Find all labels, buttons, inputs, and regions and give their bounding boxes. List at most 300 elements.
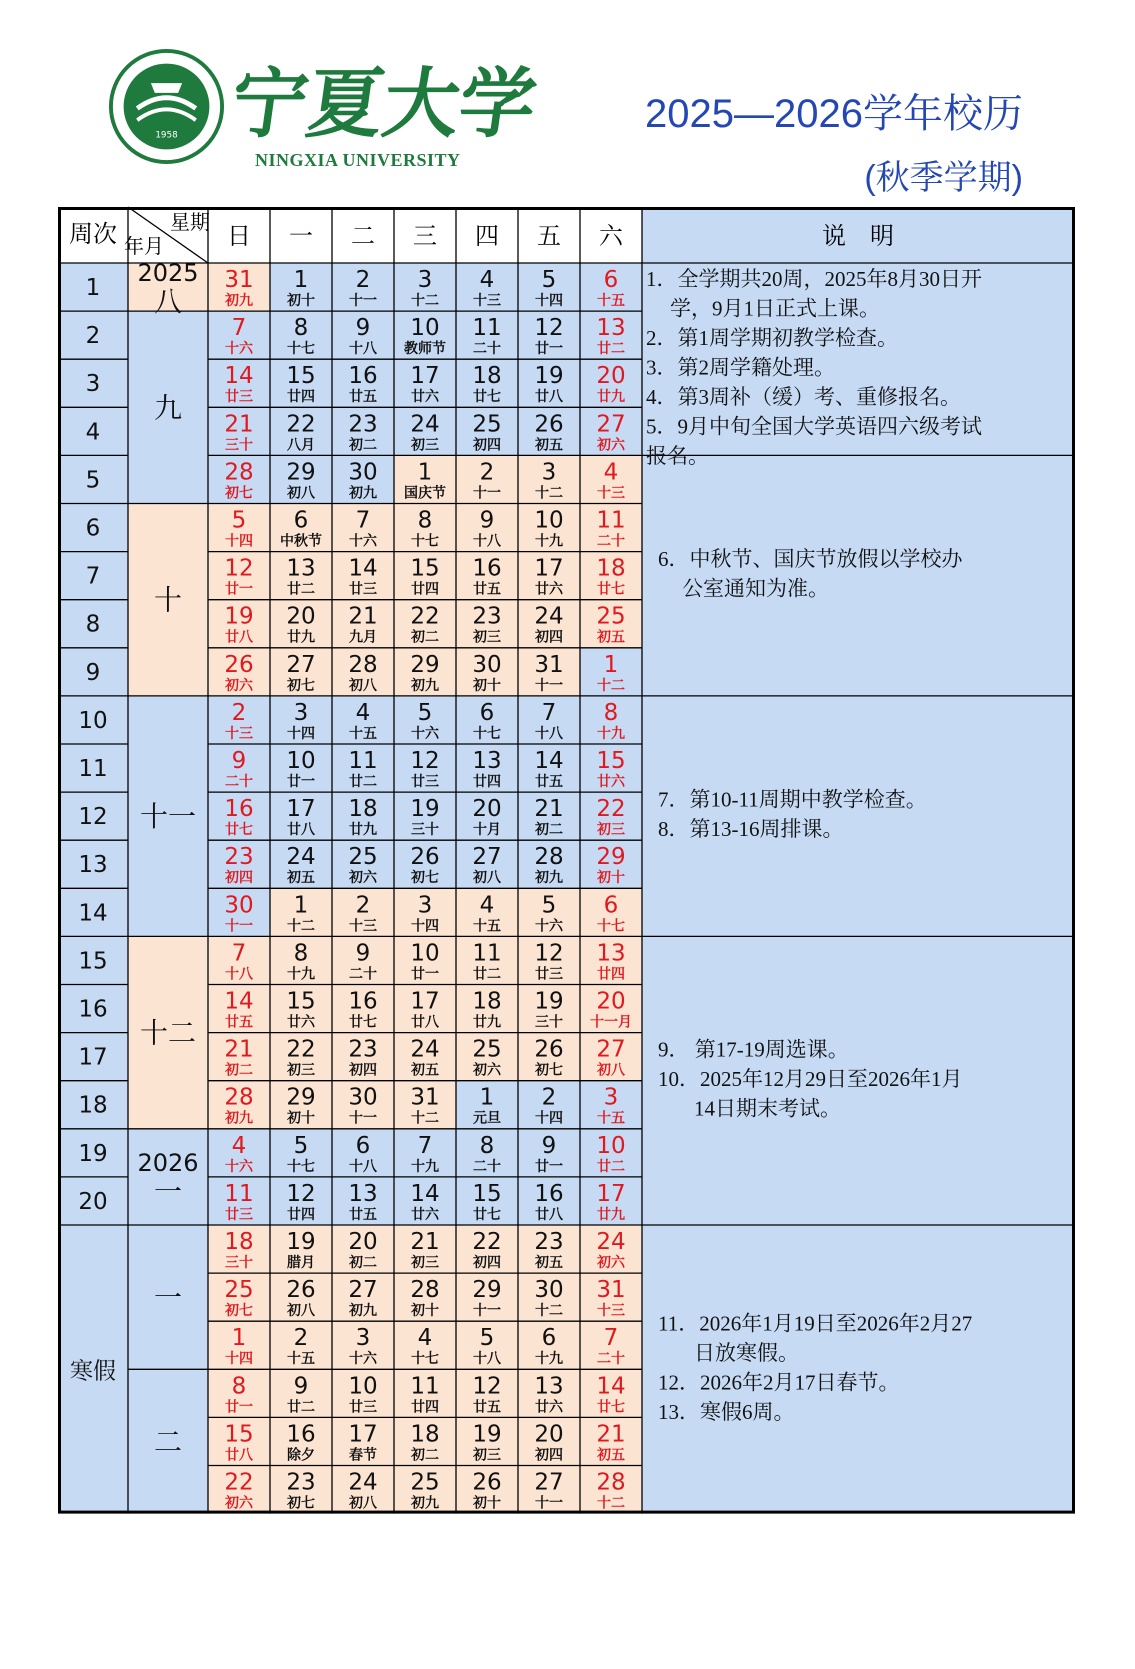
lunar-day: 廿六 [535, 581, 563, 598]
lunar-day: 十五 [597, 293, 625, 309]
lunar-day: 初十 [287, 1110, 315, 1127]
lunar-day: 初四 [349, 1062, 377, 1079]
lunar-day: 初五 [597, 1447, 625, 1464]
lunar-day: 初四 [473, 437, 501, 454]
lunar-day: 廿一 [535, 341, 563, 358]
day-number: 2 [541, 1084, 557, 1111]
lunar-day: 十一 [535, 1495, 563, 1512]
lunar-day: 廿五 [349, 1206, 377, 1223]
day-number: 12 [410, 748, 440, 774]
day-number: 29 [286, 1084, 316, 1111]
calendar-header [0, 0, 1135, 205]
day-number: 24 [348, 1469, 378, 1496]
day-number: 27 [472, 844, 502, 871]
lunar-day: 廿八 [287, 822, 315, 839]
day-number: 13 [534, 1373, 564, 1400]
day-number: 5 [541, 267, 557, 293]
lunar-day: 十六 [411, 725, 439, 742]
lunar-day: 廿四 [473, 774, 501, 790]
lunar-day: 廿六 [411, 389, 439, 406]
day-number: 16 [348, 363, 378, 390]
day-number: 28 [534, 844, 564, 871]
day-number: 19 [472, 1421, 502, 1448]
lunar-day: 十七 [411, 1351, 439, 1368]
day-number: 23 [348, 411, 378, 438]
lunar-day: 初二 [411, 629, 439, 646]
lunar-day: 十三 [597, 1303, 625, 1320]
lunar-day: 十五 [473, 918, 501, 935]
day-number: 22 [410, 603, 440, 630]
lunar-day: 初八 [349, 677, 377, 694]
week-number: 3 [85, 371, 101, 398]
day-number: 9 [479, 507, 495, 534]
week-number: 18 [78, 1092, 108, 1119]
lunar-day: 十四 [411, 918, 439, 935]
lunar-day: 廿四 [287, 389, 315, 406]
university-name-en: NINGXIA UNIVERSITY [255, 150, 461, 170]
lunar-day: 初八 [597, 1062, 625, 1079]
lunar-day: 廿二 [597, 341, 625, 358]
week-number: 16 [78, 996, 108, 1023]
day-number: 20 [472, 796, 502, 823]
header-day-2: 二 [351, 222, 375, 250]
week-number: 7 [85, 563, 101, 590]
day-number: 14 [224, 363, 254, 390]
day-number: 4 [355, 699, 371, 726]
header-day-1: 一 [289, 222, 313, 250]
day-number: 3 [603, 1084, 619, 1111]
day-number: 16 [472, 555, 502, 582]
note-line: 10．2025年12月29日至2026年1月 [658, 1066, 963, 1091]
lunar-day: 初三 [411, 1255, 439, 1271]
day-number: 14 [596, 1373, 626, 1400]
lunar-day: 初九 [225, 1110, 253, 1127]
lunar-day: 廿三 [535, 966, 563, 983]
day-number: 3 [541, 459, 557, 486]
lunar-day: 初二 [225, 1062, 253, 1079]
day-number: 9 [355, 940, 371, 967]
day-number: 21 [348, 603, 378, 630]
day-number: 14 [534, 748, 564, 774]
day-number: 8 [293, 940, 309, 967]
lunar-day: 十四 [287, 725, 315, 742]
day-number: 11 [596, 507, 626, 534]
day-number: 18 [348, 796, 378, 823]
day-number: 25 [472, 1036, 502, 1063]
day-number: 27 [348, 1277, 378, 1304]
week-number: 15 [78, 948, 108, 975]
lunar-day: 廿四 [597, 966, 625, 983]
lunar-day: 初九 [411, 1495, 439, 1512]
header-notes: 说 明 [822, 222, 894, 250]
note-line: 11．2026年1月19日至2026年2月27 [658, 1311, 973, 1336]
day-number: 22 [472, 1229, 502, 1255]
day-number: 7 [603, 1325, 619, 1352]
note-line: 学，9月1日正式上课。 [670, 296, 880, 321]
day-number: 26 [410, 844, 440, 871]
day-number: 20 [596, 988, 626, 1015]
day-number: 20 [534, 1421, 564, 1448]
lunar-day: 初四 [225, 870, 253, 887]
header-yearmonth: 年月 [124, 234, 164, 258]
day-number: 6 [355, 1132, 371, 1159]
day-number: 26 [534, 1036, 564, 1063]
day-number: 1 [293, 892, 309, 919]
lunar-day: 十一 [473, 485, 501, 502]
lunar-day: 二十 [473, 341, 501, 358]
week-number: 5 [85, 467, 101, 494]
lunar-day: 初五 [597, 629, 625, 646]
day-number: 21 [410, 1229, 440, 1255]
lunar-day: 初三 [473, 629, 501, 646]
lunar-day: 廿二 [473, 966, 501, 983]
lunar-day: 初四 [473, 1255, 501, 1271]
note-line: 3．第2周学籍处理。 [646, 355, 835, 380]
month-year: 2025 [137, 259, 199, 288]
lunar-day: 十一 [535, 677, 563, 694]
lunar-day: 初二 [535, 822, 563, 839]
lunar-day: 十月 [473, 822, 501, 839]
lunar-day: 初三 [473, 1447, 501, 1464]
day-number: 19 [224, 603, 254, 630]
note-line: 2．第1周学期初教学检查。 [646, 326, 898, 350]
day-number: 10 [410, 315, 440, 342]
note-line: 5．9月中旬全国大学英语四六级考试 [646, 414, 982, 439]
day-number: 30 [472, 651, 502, 678]
day-number: 17 [348, 1421, 378, 1448]
lunar-day: 廿三 [225, 1206, 253, 1223]
lunar-day: 二十 [225, 774, 253, 790]
lunar-day: 十二 [535, 485, 563, 502]
lunar-day: 初二 [411, 1447, 439, 1464]
note-line: 报名。 [646, 444, 709, 468]
lunar-day: 十八 [473, 1351, 501, 1368]
day-number: 15 [596, 748, 626, 774]
day-number: 11 [348, 748, 378, 774]
lunar-day: 廿六 [287, 1014, 315, 1031]
day-number: 29 [286, 459, 316, 486]
day-number: 11 [410, 1373, 440, 1400]
day-number: 23 [224, 844, 254, 871]
day-number: 13 [472, 748, 502, 774]
lunar-day: 廿八 [411, 1014, 439, 1031]
lunar-day: 廿九 [597, 1206, 625, 1223]
lunar-day: 初五 [287, 870, 315, 887]
month-label: 一 [153, 1281, 183, 1315]
lunar-day: 初十 [287, 293, 315, 309]
day-number: 3 [417, 892, 433, 919]
lunar-day: 廿九 [287, 629, 315, 646]
day-number: 7 [355, 507, 371, 534]
day-number: 9 [293, 1373, 309, 1400]
day-number: 24 [596, 1229, 626, 1255]
lunar-day: 十三 [225, 725, 253, 742]
note-line: 日放寒假。 [694, 1340, 799, 1365]
day-number: 13 [286, 555, 316, 582]
lunar-day: 十九 [411, 1158, 439, 1175]
university-name-cn-text: 宁夏大学 [225, 59, 542, 149]
day-number: 30 [224, 892, 254, 919]
lunar-day: 廿七 [473, 389, 501, 406]
day-number: 31 [596, 1277, 626, 1304]
lunar-day: 十六 [225, 1158, 253, 1175]
day-number: 29 [410, 651, 440, 678]
lunar-day: 十八 [225, 966, 253, 983]
lunar-day: 廿二 [597, 1158, 625, 1175]
lunar-day: 廿五 [535, 774, 563, 790]
week-number: 2 [85, 323, 101, 350]
day-number: 26 [286, 1277, 316, 1304]
day-number: 20 [286, 603, 316, 630]
day-number: 5 [417, 699, 433, 726]
day-number: 8 [231, 1373, 247, 1400]
day-number: 2 [355, 267, 371, 293]
day-number: 7 [231, 315, 247, 342]
note-line: 9． 第17-19周选课。 [658, 1037, 849, 1062]
day-number: 20 [348, 1229, 378, 1255]
day-number: 6 [293, 507, 309, 534]
day-number: 19 [534, 988, 564, 1015]
lunar-day: 廿四 [287, 1206, 315, 1223]
lunar-day: 初二 [349, 437, 377, 454]
week-number: 1 [85, 275, 101, 301]
lunar-day: 廿一 [535, 1158, 563, 1175]
day-number: 13 [596, 315, 626, 342]
lunar-day: 廿八 [535, 389, 563, 406]
note-line: 6．中秋节、国庆节放假以学校办 [658, 547, 963, 572]
week-number: 19 [78, 1140, 108, 1167]
day-number: 12 [534, 940, 564, 967]
week-number: 9 [85, 659, 101, 686]
day-number: 20 [596, 363, 626, 390]
lunar-day: 初四 [535, 1447, 563, 1464]
day-number: 14 [348, 555, 378, 582]
day-number: 7 [541, 699, 557, 726]
lunar-day: 三十 [225, 1255, 253, 1271]
notes-block [642, 455, 1075, 696]
day-number: 23 [472, 603, 502, 630]
lunar-day: 十四 [225, 1351, 253, 1368]
lunar-day: 初三 [597, 822, 625, 839]
note-line: 8．第13-16周排课。 [658, 817, 844, 842]
lunar-day: 廿七 [349, 1014, 377, 1031]
lunar-day: 十九 [535, 533, 563, 550]
day-number: 3 [355, 1325, 371, 1352]
lunar-day: 廿八 [225, 1447, 253, 1464]
lunar-day: 初五 [535, 1255, 563, 1271]
lunar-day: 廿三 [349, 1399, 377, 1416]
lunar-day: 廿五 [473, 581, 501, 598]
lunar-day: 初五 [535, 437, 563, 454]
day-number: 24 [286, 844, 316, 871]
day-number: 13 [348, 1180, 378, 1207]
day-number: 21 [224, 411, 254, 438]
day-number: 26 [472, 1469, 502, 1496]
day-number: 19 [534, 363, 564, 390]
day-number: 8 [293, 315, 309, 342]
lunar-day: 十六 [535, 918, 563, 935]
lunar-day: 十七 [287, 341, 315, 358]
day-number: 5 [541, 892, 557, 919]
lunar-day: 初七 [225, 485, 253, 502]
day-number: 6 [479, 699, 495, 726]
month-label: 二 [153, 1425, 183, 1459]
winter-label: 寒假 [70, 1358, 116, 1385]
month-label: 八 [153, 285, 183, 319]
lunar-day: 廿九 [597, 389, 625, 406]
lunar-day: 三十 [535, 1014, 563, 1031]
day-number: 16 [534, 1180, 564, 1207]
day-number: 15 [286, 988, 316, 1015]
lunar-day: 十一 [349, 293, 377, 309]
lunar-day: 十一月 [590, 1014, 632, 1031]
day-number: 24 [534, 603, 564, 630]
lunar-day: 十八 [349, 341, 377, 358]
day-number: 2 [293, 1325, 309, 1352]
day-number: 31 [534, 651, 564, 678]
day-number: 21 [224, 1036, 254, 1063]
lunar-day: 十六 [349, 533, 377, 550]
lunar-day: 二十 [597, 533, 625, 550]
day-number: 13 [596, 940, 626, 967]
day-number: 18 [472, 988, 502, 1015]
lunar-day: 廿六 [597, 774, 625, 790]
day-number: 23 [286, 1469, 316, 1496]
lunar-day: 初九 [225, 293, 253, 309]
header-week: 周次 [69, 220, 117, 248]
day-number: 1 [293, 267, 309, 293]
lunar-day: 十二 [597, 1495, 625, 1512]
header-weekday: 星期 [170, 210, 210, 234]
lunar-day: 十七 [287, 1158, 315, 1175]
day-number: 28 [224, 459, 254, 486]
lunar-day: 廿六 [411, 1206, 439, 1223]
day-number: 27 [534, 1469, 564, 1496]
day-number: 15 [410, 555, 440, 582]
lunar-day: 初七 [535, 1062, 563, 1079]
lunar-day: 十五 [287, 1351, 315, 1368]
day-number: 12 [224, 555, 254, 582]
day-number: 4 [417, 1325, 433, 1352]
lunar-day: 廿四 [411, 581, 439, 598]
lunar-day: 元旦 [473, 1110, 501, 1127]
day-number: 7 [417, 1132, 433, 1159]
document-subtitle: (秋季学期) [864, 159, 1023, 197]
day-number: 10 [534, 507, 564, 534]
lunar-day: 十五 [349, 725, 377, 742]
lunar-day: 廿五 [473, 1399, 501, 1416]
lunar-day: 八月 [287, 437, 315, 454]
day-number: 10 [596, 1132, 626, 1159]
day-number: 29 [596, 844, 626, 871]
day-number: 19 [410, 796, 440, 823]
day-number: 2 [355, 892, 371, 919]
day-number: 9 [355, 315, 371, 342]
lunar-day: 廿八 [535, 1206, 563, 1223]
lunar-day: 初七 [287, 677, 315, 694]
day-number: 31 [410, 1084, 440, 1111]
day-number: 11 [472, 940, 502, 967]
day-number: 10 [348, 1373, 378, 1400]
day-number: 30 [348, 1084, 378, 1111]
week-number: 11 [78, 756, 108, 782]
day-number: 16 [224, 796, 254, 823]
lunar-day: 十九 [535, 1351, 563, 1368]
day-number: 1 [417, 459, 433, 486]
school-calendar-table [58, 207, 1075, 1616]
week-number: 10 [78, 707, 108, 734]
day-number: 18 [410, 1421, 440, 1448]
day-number: 31 [224, 267, 254, 293]
lunar-day: 十九 [287, 966, 315, 983]
lunar-day: 廿七 [597, 581, 625, 598]
lunar-day: 春节 [349, 1447, 377, 1464]
week-number: 12 [78, 804, 108, 831]
lunar-day: 初十 [411, 1303, 439, 1320]
note-line: 13．寒假6周。 [658, 1399, 795, 1424]
lunar-day: 二十 [597, 1351, 625, 1368]
day-number: 15 [224, 1421, 254, 1448]
day-number: 25 [472, 411, 502, 438]
day-number: 30 [534, 1277, 564, 1304]
month-label: 九 [153, 391, 183, 425]
lunar-day: 初五 [411, 1062, 439, 1079]
header-day-5: 五 [537, 222, 561, 250]
lunar-day: 廿四 [411, 1399, 439, 1416]
day-number: 27 [596, 1036, 626, 1063]
day-number: 4 [231, 1132, 247, 1159]
lunar-day: 初八 [473, 870, 501, 887]
day-number: 21 [596, 1421, 626, 1448]
lunar-day: 除夕 [287, 1447, 315, 1464]
lunar-day: 十二 [411, 1110, 439, 1127]
month-label: 十二 [139, 1016, 197, 1050]
lunar-day: 初十 [473, 677, 501, 694]
lunar-day: 初九 [349, 1303, 377, 1320]
lunar-day: 十一 [473, 1303, 501, 1320]
header-day-4: 四 [475, 222, 499, 250]
week-number: 13 [78, 852, 108, 879]
lunar-day: 十三 [349, 918, 377, 935]
day-number: 10 [286, 748, 316, 774]
lunar-day: 初六 [225, 677, 253, 694]
day-number: 3 [417, 267, 433, 293]
day-number: 18 [596, 555, 626, 582]
day-number: 25 [348, 844, 378, 871]
lunar-day: 廿七 [473, 1206, 501, 1223]
university-seal-icon [108, 48, 225, 165]
lunar-day: 初二 [349, 1255, 377, 1271]
day-number: 6 [541, 1325, 557, 1352]
day-number: 27 [286, 651, 316, 678]
day-number: 26 [534, 411, 564, 438]
lunar-day: 初三 [411, 437, 439, 454]
day-number: 17 [534, 555, 564, 582]
day-number: 3 [293, 699, 309, 726]
day-number: 1 [479, 1084, 495, 1111]
lunar-day: 初六 [225, 1495, 253, 1512]
lunar-day: 廿九 [473, 1014, 501, 1031]
day-number: 6 [603, 892, 619, 919]
note-line: 1．全学期共20周，2025年8月30日开 [646, 267, 982, 291]
day-number: 8 [603, 699, 619, 726]
day-number: 17 [410, 363, 440, 390]
lunar-day: 廿二 [287, 581, 315, 598]
lunar-day: 腊月 [287, 1255, 315, 1271]
day-number: 16 [348, 988, 378, 1015]
day-number: 7 [231, 940, 247, 967]
day-number: 14 [410, 1180, 440, 1207]
